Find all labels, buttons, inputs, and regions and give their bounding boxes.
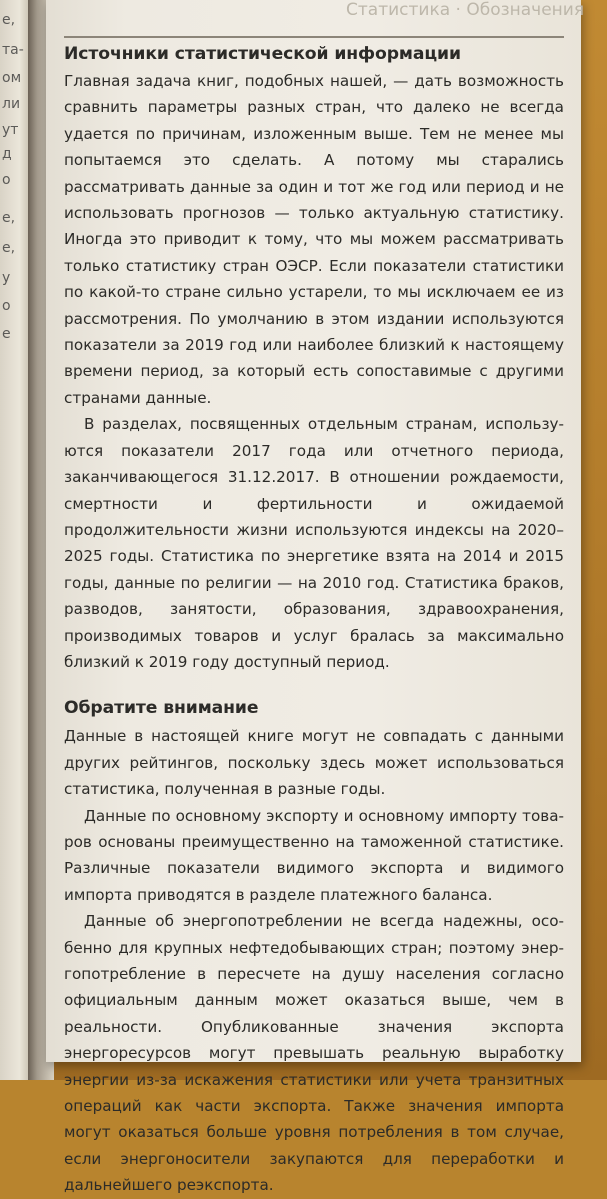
page-content [64,40,564,1199]
facing-page-fragment: о [2,298,11,314]
facing-page-fragment: е, [2,210,16,226]
facing-page-fragment: ут [2,122,19,138]
section-heading: Источники статистической информации [64,44,461,64]
facing-page-fragment: ли [2,96,21,112]
header-rule [64,36,564,38]
facing-page-fragment: о [2,172,11,188]
facing-page-fragment: е, [2,240,16,256]
facing-page-fragment: та- [2,42,24,58]
page-header-fragment: Статистика · Обозначения [346,0,585,20]
paragraph: Данные в настоящей книге могут не совпадать с данными других рейтингов, поскольку здесь может использоваться статистика, полученная в разные годы. [64,727,564,799]
facing-page-fragment: ом [2,70,22,86]
section-note [64,693,564,1198]
paragraph: Данные по основному экспорту и основному импорту товаров основаны преимущественно на таможенной статистике. Различные показатели видимого экспорта и видимого импорта приводятся в разделе платежного баланса. [64,806,564,904]
section-heading: Обратите внимание [64,698,259,719]
facing-page-fragment: д [2,146,12,162]
paragraph: Главная задача книг, подобных нашей, — дать возможность сравнить параметры разных стран, что далеко не всегда удается по причинам, изложенным выше. Тем не менее мы попытаемся это сделать. А потому мы старались рассматривать данные за один и тот же год или период и не использовать прогнозов — только актуальную статистику. Иногда это приводит к тому, что мы можем рассматривать только статистику стран ОЭСР. Если показатели статистики по какой-то стране сильно устарели, то мы исключаем ее из рассмотрения. По умолчанию в этом издании используются показатели за 2019 год или наиболее близкий к настоящему времени период, за который есть сопоставимые с другими странами данные. [64,72,564,407]
book-page [46,0,585,1195]
facing-page-fragment: у [2,270,11,286]
facing-page-fragment: е [2,326,11,342]
paragraph: В разделах, посвященных отдельным странам, используются показатели 2017 года или отчетного периода, заканчивающегося 31.12.2017. В отношении рождаемости, смертности и фертильности и ожидаемой продолжительности жизни используются индексы на 2020–2025 годы. Статистика по энергетике взята на 2014 и 2015 годы, данные по религии — на 2010 год. Статистика браков, разводов, занятости, образования, здравоохранения, производимых товаров и услуг бралась за максимально близкий к 2019 году доступный период. [64,415,564,671]
facing-page-fragment: е, [2,12,16,28]
paragraph: Данные об энергопотреблении не всегда надежны, особенно для крупных нефтедобывающих стран; поэтому энергопотребление в пересчете на душу населения согласно официальным данным может оказаться выше, чем в реальности. Опубликованные значения экспорта энергоресурсов могут превышать реальную выработку энергии из-за искажения статистики или учета транзитных операций как части экспорта. Также значения импорта могут оказаться больше уровня потребления в том случае, если энергоносители закупаются для переработки и дальнейшего реэкспорта. [64,912,564,1195]
facing-page-edge [0,0,28,1080]
section-sources [64,40,564,675]
